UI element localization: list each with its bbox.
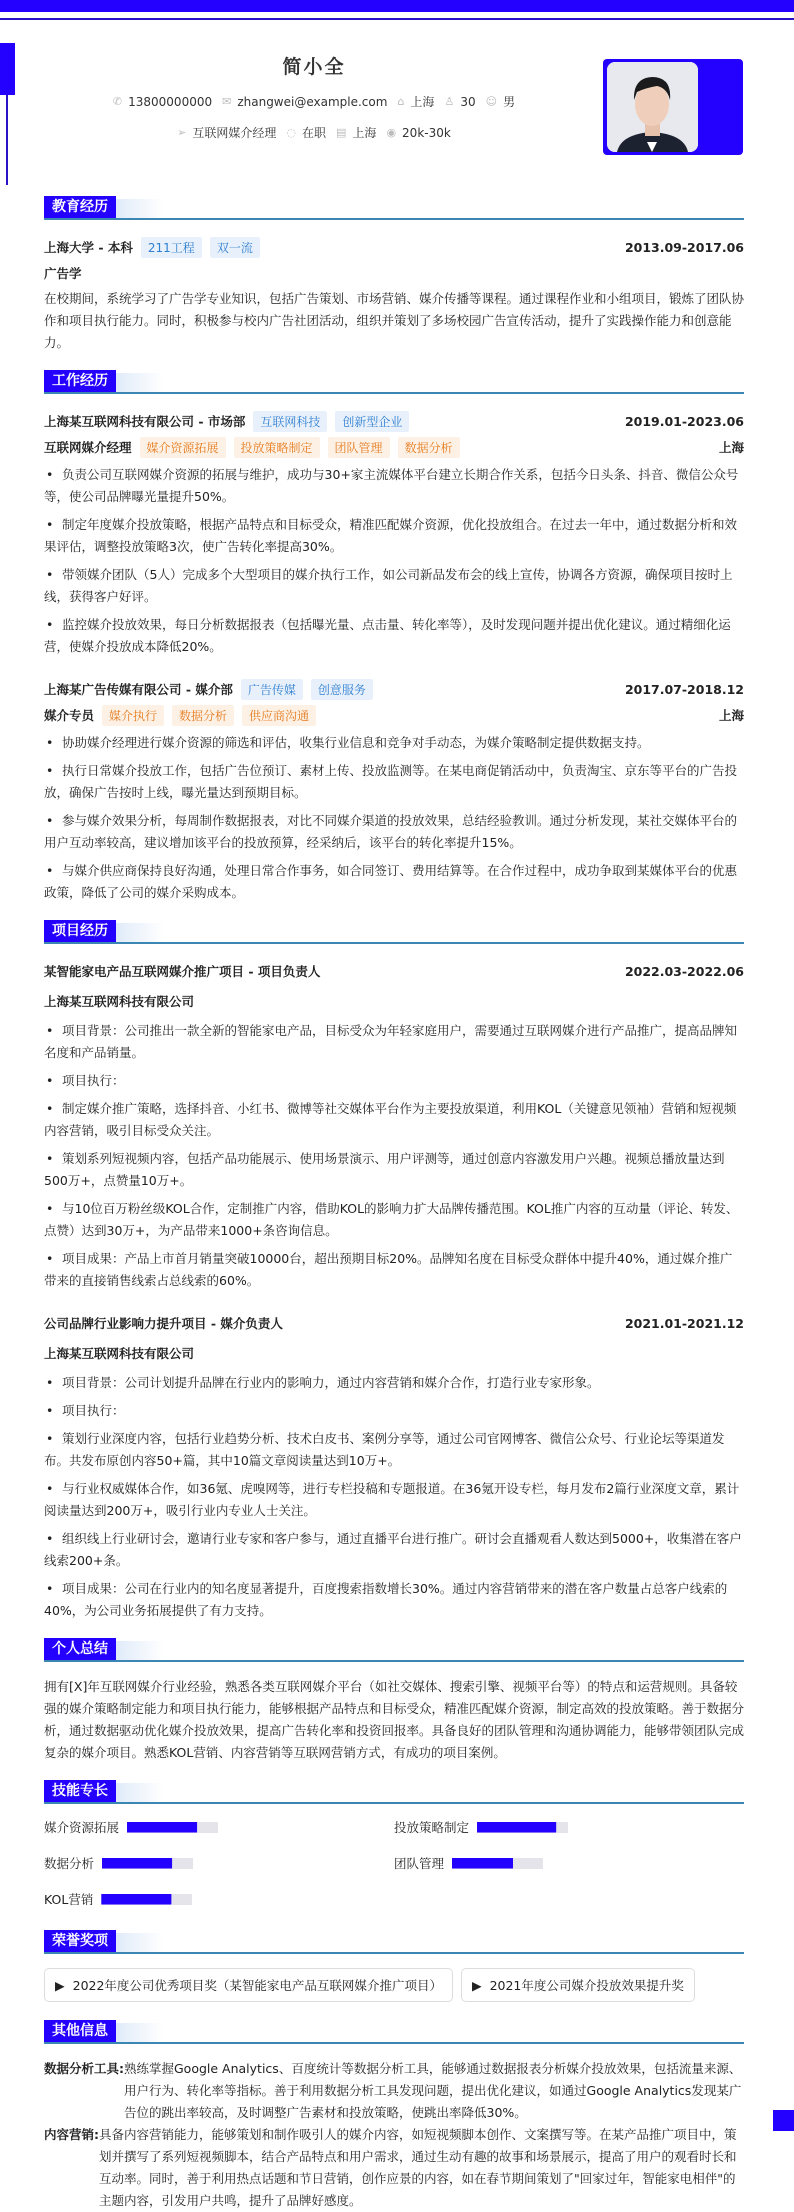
list-item [44,1528,744,1572]
list-item [44,464,744,508]
list-item [44,810,744,854]
list-item [44,1400,744,1422]
skill-item [44,1818,394,1836]
gender: 男 [503,95,516,109]
bullet-icon: • [46,813,54,828]
bullet-icon: • [46,517,54,532]
work-title [44,411,409,432]
list-item [44,614,744,658]
skill-item [44,1890,394,1908]
bullet-icon: • [46,567,54,582]
project-header [44,958,744,984]
bullet-text: 策划行业深度内容，包括行业趋势分析、技术白皮书、案例分享等，通过公司官网博客、微信公众号、行业论坛等渠道发布。共发布原创内容50+篇，其中10篇文章阅读量达到10万+。 [44,1431,725,1468]
work-title [44,679,373,700]
bullet-icon: • [46,467,54,482]
work-period: 2017.07-2018.12 [624,681,744,697]
list-item [44,1148,744,1192]
company-tag: 创新型企业 [335,411,409,432]
list-item [44,1428,744,1472]
target-job: 互联网媒介经理 [192,126,277,140]
top-divider [0,18,794,20]
bullet-list [44,732,744,904]
age: 30 [460,94,476,109]
work-list [44,408,744,904]
award-list [44,1968,744,2002]
job-status: 在职 [302,126,327,140]
role-row [44,702,744,728]
bullet-text: 与行业权威媒体合作，如36氪、虎嗅网等，进行专栏投稿和专题报道。在36氪开设专栏，每月发布2篇行业深度文章，累计阅读量达到200万+，吸引行业内专业人士关注。 [44,1481,740,1518]
send-icon: ➢ [177,126,187,139]
section-header-work: 工作经历 [44,368,744,398]
role [44,705,316,726]
target-city: 上海 [352,126,377,140]
project-period: 2022.03-2022.06 [624,963,744,979]
city: 上海 [410,95,435,109]
role-title: 互联网媒介经理 [44,440,132,455]
list-item [44,1372,744,1394]
project-title: 某智能家电产品互联网媒介推广项目 - 项目负责人 [44,964,321,979]
skill-bar-fill [102,1858,172,1869]
list-item [44,760,744,804]
bullet-text: 参与媒介效果分析，每周制作数据报表，对比不同媒介渠道的投放效果，总结经验教训。通过分析发现，某社交媒体平台的用户互动率较高，建议增加该平台的投放预算，经采纳后，该平台的转化率提升15%。 [44,813,738,850]
list-item [44,1578,744,1622]
project-company: 上海某互联网科技有限公司 [44,994,195,1009]
list-item [44,1248,744,1292]
triangle-right-icon: ▶ [471,1977,482,1993]
phone-icon: ✆ [112,95,123,108]
skill-bar [127,1822,218,1833]
phone: 13800000000 [128,94,213,109]
triangle-right-icon: ▶ [55,1977,65,1993]
bullet-icon: • [46,735,54,750]
skill-bar-fill [127,1822,197,1833]
bullet-text: 制定年度媒介投放策略，根据产品特点和目标受众，精准匹配媒介资源，优化投放组合。在过去一年中，通过数据分析和效果评估，调整投放策略3次，使广告转化率提高30%。 [44,517,738,554]
work-header [44,408,744,434]
resume-body [44,180,744,2212]
project-header [44,1310,744,1336]
skill-bar [477,1822,568,1833]
corner-accent [773,2110,794,2131]
bullet-text: 项目背景：公司推出一款全新的智能家电产品，目标受众为年轻家庭用户，需要通过互联网媒介进行产品推广，提高品牌知名度和产品销量。 [44,1023,738,1060]
skill-name: 投放策略制定 [394,1820,470,1835]
company: 上海某广告传媒有限公司 - 媒介部 [44,682,233,697]
section-header-projects: 项目经历 [44,918,744,948]
gender-icon: ☺ [485,95,498,108]
building-icon: ▤ [336,126,347,139]
home-icon: ⌂ [397,95,405,108]
skill-bar-fill [452,1858,513,1869]
role-skill-tag: 媒介执行 [102,705,164,726]
company-tag: 广告传媒 [241,679,303,700]
skill-item [394,1854,744,1872]
contact-row [44,93,584,110]
bullet-icon: • [46,1251,54,1266]
award-item: ▶ 2022年度公司优秀项目奖（某智能家电产品互联网媒介推广项目） [44,1968,453,2002]
project-company: 上海某互联网科技有限公司 [44,1346,195,1361]
bullet-text: 项目执行： [62,1073,125,1088]
project-period: 2021.01-2021.12 [624,1315,744,1331]
bullet-icon: • [46,1581,54,1596]
bullet-text: 带领媒介团队（5人）完成多个大型项目的媒介执行工作，如公司新品发布会的线上宣传，协调各方资源，确保项目按时上线，获得客户好评。 [44,567,733,604]
education-description: 在校期间，系统学习了广告学专业知识，包括广告策划、市场营销、媒介传播等课程。通过课程作业和小组项目，锻炼了团队协作和项目执行能力。同时，积极参与校内广告社团活动，组织并策划了多场校园广告宣传活动，提升了实践操作能力和创意能力。 [44,291,745,350]
company: 上海某互联网科技有限公司 - 市场部 [44,414,246,429]
section-header-education: 教育经历 [44,194,744,224]
role-skill-tag: 数据分析 [398,437,460,458]
skill-bar-fill [101,1894,171,1905]
email: zhangwei@example.com [237,94,388,109]
bullet-list [44,1020,744,1292]
list-item [44,1070,744,1092]
project-title: 公司品牌行业影响力提升项目 - 媒介负责人 [44,1316,283,1331]
work-header [44,676,744,702]
bullet-icon: • [46,1531,54,1546]
bullet-icon: • [46,617,54,632]
candidate-name: 简小全 [282,56,346,78]
skill-bar [452,1858,543,1869]
other-info-item: 数据分析工具: 熟练掌握Google Analytics、百度统计等数据分析工具，能够通过数据报表分析媒介投放效果，包括流量来源、用户行为、转化率等指标。善于利用数据分析工具发现问题，提出优化建议，如通过Google Analytics发现某广告位的跳出率较高，及时调整广告素材和投放策略，使跳出率降低30%。 [44,2061,742,2120]
award-item: ▶ 2021年度公司媒介投放效果提升奖 [461,1968,695,2002]
list-item [44,514,744,558]
major: 广告学 [44,266,82,281]
list-item [44,1098,744,1142]
bullet-text: 项目背景：公司计划提升品牌在行业内的影响力，通过内容营销和媒介合作，打造行业专家形象。 [62,1375,600,1390]
skill-name: KOL营销 [44,1892,94,1907]
top-accent-bar [0,0,794,12]
bullet-icon: • [46,1073,54,1088]
section-header-skills: 技能专长 [44,1778,744,1808]
project-list [44,958,744,1622]
list-item [44,1020,744,1064]
bullet-text: 负责公司互联网媒介资源的拓展与维护，成功与30+家主流媒体平台建立长期合作关系，包括今日头条、抖音、微信公众号等，使公司品牌曝光量提升50%。 [44,467,739,504]
role [44,437,460,458]
school: 上海大学 - 本科 [44,240,133,255]
company-tag: 创意服务 [311,679,373,700]
bullet-icon: • [46,1403,54,1418]
resume-header [44,52,584,141]
section-header-awards: 荣誉奖项 [44,1928,744,1958]
bullet-text: 项目执行： [62,1403,125,1418]
skill-name: 团队管理 [394,1856,445,1871]
profile-photo [603,59,743,155]
bullet-text: 与媒介供应商保持良好沟通，处理日常合作事务，如合同签订、费用结算等。在合作过程中，成功争取到某媒体平台的优惠政策，降低了公司的媒介采购成本。 [44,863,738,900]
skill-name: 媒介资源拓展 [44,1820,120,1835]
other-info-item: 内容营销: 具备内容营销能力，能够策划和制作吸引人的媒介内容，如短视频脚本创作、文案撰写等。在某产品推广项目中，策划并撰写了系列短视频脚本，结合产品特点和用户需求，通过生动有趣的故事和场景展示，提高了用户的观看时长和互动率。同时，善于利用热点话题和节日营销，创作应景的内容，如在春节期间策划了"回家过年，智能家电相伴"的主题内容，引发用户共鸣，提升了品牌好感度。 [44,2127,737,2208]
education-header [44,234,744,260]
list-item [44,732,744,754]
job-intent-row [44,124,584,141]
spacer [44,1298,744,1310]
bullet-text: 项目成果：公司在行业内的知名度显著提升，百度搜索指数增长30%。通过内容营销带来的潜在客户数量占总客户线索的40%，为公司业务拓展提供了有力支持。 [44,1581,728,1618]
mail-icon: ✉ [222,95,232,108]
role-skill-tag: 团队管理 [328,437,390,458]
personal-summary: 拥有[X]年互联网媒介行业经验，熟悉各类互联网媒介平台（如社交媒体、搜索引擎、视频平台等）的特点和运营规则。具备较强的媒介策略制定能力和项目执行能力，能够根据产品特点和目标受众，精准匹配媒介资源，制定高效的投放策略。善于数据分析，通过数据驱动优化媒介投放效果，提高广告转化率和投资回报率。具备良好的团队管理和沟通协调能力，能够带领团队完成复杂的媒介项目。熟悉KOL营销、内容营销等互联网营销方式，有成功的项目案例。 [44,1679,745,1760]
bullet-text: 协助媒介经理进行媒介资源的筛选和评估，收集行业信息和竞争对手动态，为媒介策略制定提供数据支持。 [62,735,650,750]
work-city: 上海 [718,440,744,455]
bullet-list [44,1372,744,1622]
bullet-list [44,464,744,658]
skill-bar [101,1894,192,1905]
bullet-icon: • [46,1101,54,1116]
skill-item [44,1854,394,1872]
work-city: 上海 [718,708,744,723]
left-accent-line [6,95,8,185]
bullet-icon: • [46,763,54,778]
role-row [44,434,744,460]
bullet-icon: • [46,863,54,878]
bullet-text: 与10位百万粉丝级KOL合作，定制推广内容，借助KOL的影响力扩大品牌传播范围。KOL推广内容的互动量（评论、转发、点赞）达到30万+，为产品带来1000+条咨询信息。 [44,1201,739,1238]
bullet-icon: • [46,1023,54,1038]
bullet-text: 策划系列短视频内容，包括产品功能展示、使用场景演示、用户评测等，通过创意内容激发用户兴趣。视频总播放量达到500万+，点赞量10万+。 [44,1151,725,1188]
role-skill-tag: 投放策略制定 [234,437,320,458]
bullet-icon: • [46,1375,54,1390]
avatar [607,62,698,152]
work-period: 2019.01-2023.06 [624,413,744,429]
bullet-text: 项目成果：产品上市首月销量突破10000台，超出预期目标20%。品牌知名度在目标受众群体中提升40%，通过媒介推广带来的直接销售线索占总线索的60%。 [44,1251,733,1288]
list-item [44,1478,744,1522]
skill-name: 数据分析 [44,1856,95,1871]
bullet-text: 监控媒介投放效果，每日分析数据报表（包括曝光量、点击量、转化率等），及时发现问题并提出优化建议。通过精细化运营，使媒介投放成本降低20%。 [44,617,731,654]
bullet-icon: • [46,1431,54,1446]
section-header-summary: 个人总结 [44,1636,744,1666]
role-skill-tag: 媒介资源拓展 [140,437,226,458]
role-skill-tag: 数据分析 [172,705,234,726]
skill-bar-fill [477,1822,556,1833]
spacer [44,664,744,676]
salary: 20k-30k [402,125,451,140]
section-header-other: 其他信息 [44,2018,744,2048]
education-tag: 211工程 [141,237,202,258]
list-item [44,564,744,608]
company-tag: 互联网科技 [253,411,327,432]
list-item [44,1198,744,1242]
bullet-text: 执行日常媒介投放工作，包括广告位预订、素材上传、投放监测等。在某电商促销活动中，负责淘宝、京东等平台的广告投放，确保广告按时上线，曝光量达到预期目标。 [44,763,738,800]
skill-bar [102,1858,193,1869]
bullet-icon: • [46,1201,54,1216]
skill-item [394,1818,744,1836]
skill-list [44,1818,744,1908]
left-accent-tab [0,43,15,95]
bullet-text: 组织线上行业研讨会，邀请行业专家和客户参与，通过直播平台进行推广。研讨会直播观看人数达到5000+，收集潜在客户线索200+条。 [44,1531,742,1568]
role-title: 媒介专员 [44,708,95,723]
age-icon: ♙ [444,95,455,108]
bullet-text: 制定媒介推广策略，选择抖音、小红书、微博等社交媒体平台作为主要投放渠道，利用KOL（关键意见领袖）营销和短视频内容营销，吸引目标受众关注。 [44,1101,737,1138]
bullet-icon: • [46,1151,54,1166]
status-icon: ◌ [286,126,296,139]
role-skill-tag: 供应商沟通 [242,705,316,726]
education-period: 2013.09-2017.06 [624,239,744,255]
list-item [44,860,744,904]
money-icon: ◉ [386,126,397,139]
education-tag: 双一流 [210,237,260,258]
bullet-icon: • [46,1481,54,1496]
